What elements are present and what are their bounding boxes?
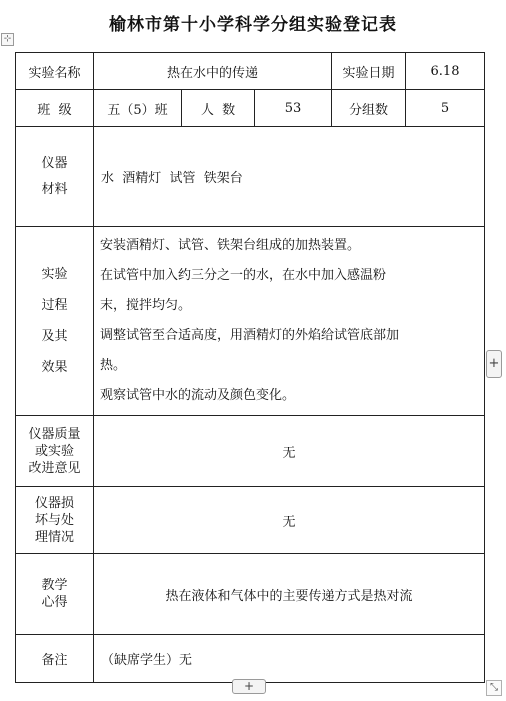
process-line: 在试管中加入约三分之一的水，在水中加入感温粉 — [100, 268, 387, 283]
people-count-value[interactable]: 53 — [255, 90, 332, 127]
quality-label — [16, 416, 94, 487]
process-label-line: 过程 — [41, 298, 68, 313]
process-label — [16, 227, 94, 416]
remarks-label: 备注 — [16, 635, 94, 683]
remarks-value[interactable]: （缺席学生）无 — [94, 635, 485, 683]
process-line: 热。 — [100, 358, 127, 373]
table-row — [16, 53, 485, 90]
add-row-icon[interactable]: + — [232, 679, 266, 694]
class-value[interactable]: 五（5）班 — [94, 90, 182, 127]
damage-label-line: 理情况 — [34, 529, 74, 545]
process-label-line: 实验 — [41, 267, 68, 282]
process-line: 末，搅拌均匀。 — [100, 298, 192, 313]
table-resize-icon[interactable]: ⤡ — [486, 680, 502, 696]
quality-label-line: 仪器质量 — [28, 426, 81, 442]
process-label-line: 效果 — [41, 360, 68, 375]
table-row — [16, 554, 485, 635]
experiment-registration-table — [15, 52, 485, 683]
people-count-label: 人 数 — [182, 90, 255, 127]
group-count-value[interactable]: 5 — [406, 90, 485, 127]
equipment-label — [16, 127, 94, 227]
table-row — [16, 487, 485, 554]
table-row — [16, 227, 485, 416]
insight-value[interactable]: 热在液体和气体中的主要传递方式是热对流 — [94, 554, 485, 635]
experiment-name-value[interactable]: 热在水中的传递 — [94, 53, 332, 90]
equipment-value[interactable]: 水 酒精灯 试管 铁架台 — [94, 127, 485, 227]
quality-label-line: 或实验 — [34, 443, 74, 459]
experiment-date-value[interactable]: 6.18 — [406, 53, 485, 90]
experiment-name-label: 实验名称 — [16, 53, 94, 90]
table-row — [16, 635, 485, 683]
process-line: 观察试管中水的流动及颜色变化。 — [100, 388, 296, 403]
damage-label — [16, 487, 94, 554]
table-row — [16, 90, 485, 127]
damage-label-line: 仪器损 — [34, 495, 74, 511]
process-line: 安装酒精灯、试管、铁架台组成的加热装置。 — [100, 238, 361, 253]
damage-label-line: 坏与处 — [34, 512, 74, 528]
add-column-icon[interactable]: + — [486, 350, 502, 378]
insight-label-line: 教学 — [41, 578, 68, 593]
quality-label-line: 改进意见 — [28, 460, 81, 476]
experiment-date-label: 实验日期 — [332, 53, 406, 90]
document-title: 榆林市第十小学科学分组实验登记表 — [109, 15, 397, 35]
table-row — [16, 127, 485, 227]
process-line: 调整试管至合适高度，用酒精灯的外焰给试管底部加 — [100, 328, 400, 343]
class-label: 班 级 — [16, 90, 94, 127]
equipment-label-line: 仪器 — [41, 155, 68, 171]
process-label-line: 及其 — [41, 329, 68, 344]
table-move-handle-icon[interactable]: ⊹ — [1, 33, 14, 46]
insight-label-line: 心得 — [41, 595, 68, 610]
insight-label — [16, 554, 94, 635]
process-value[interactable] — [94, 227, 485, 416]
quality-value[interactable]: 无 — [94, 416, 485, 487]
table-row — [16, 416, 485, 487]
equipment-label-line: 材料 — [41, 181, 68, 197]
group-count-label: 分组数 — [332, 90, 406, 127]
damage-value[interactable]: 无 — [94, 487, 485, 554]
